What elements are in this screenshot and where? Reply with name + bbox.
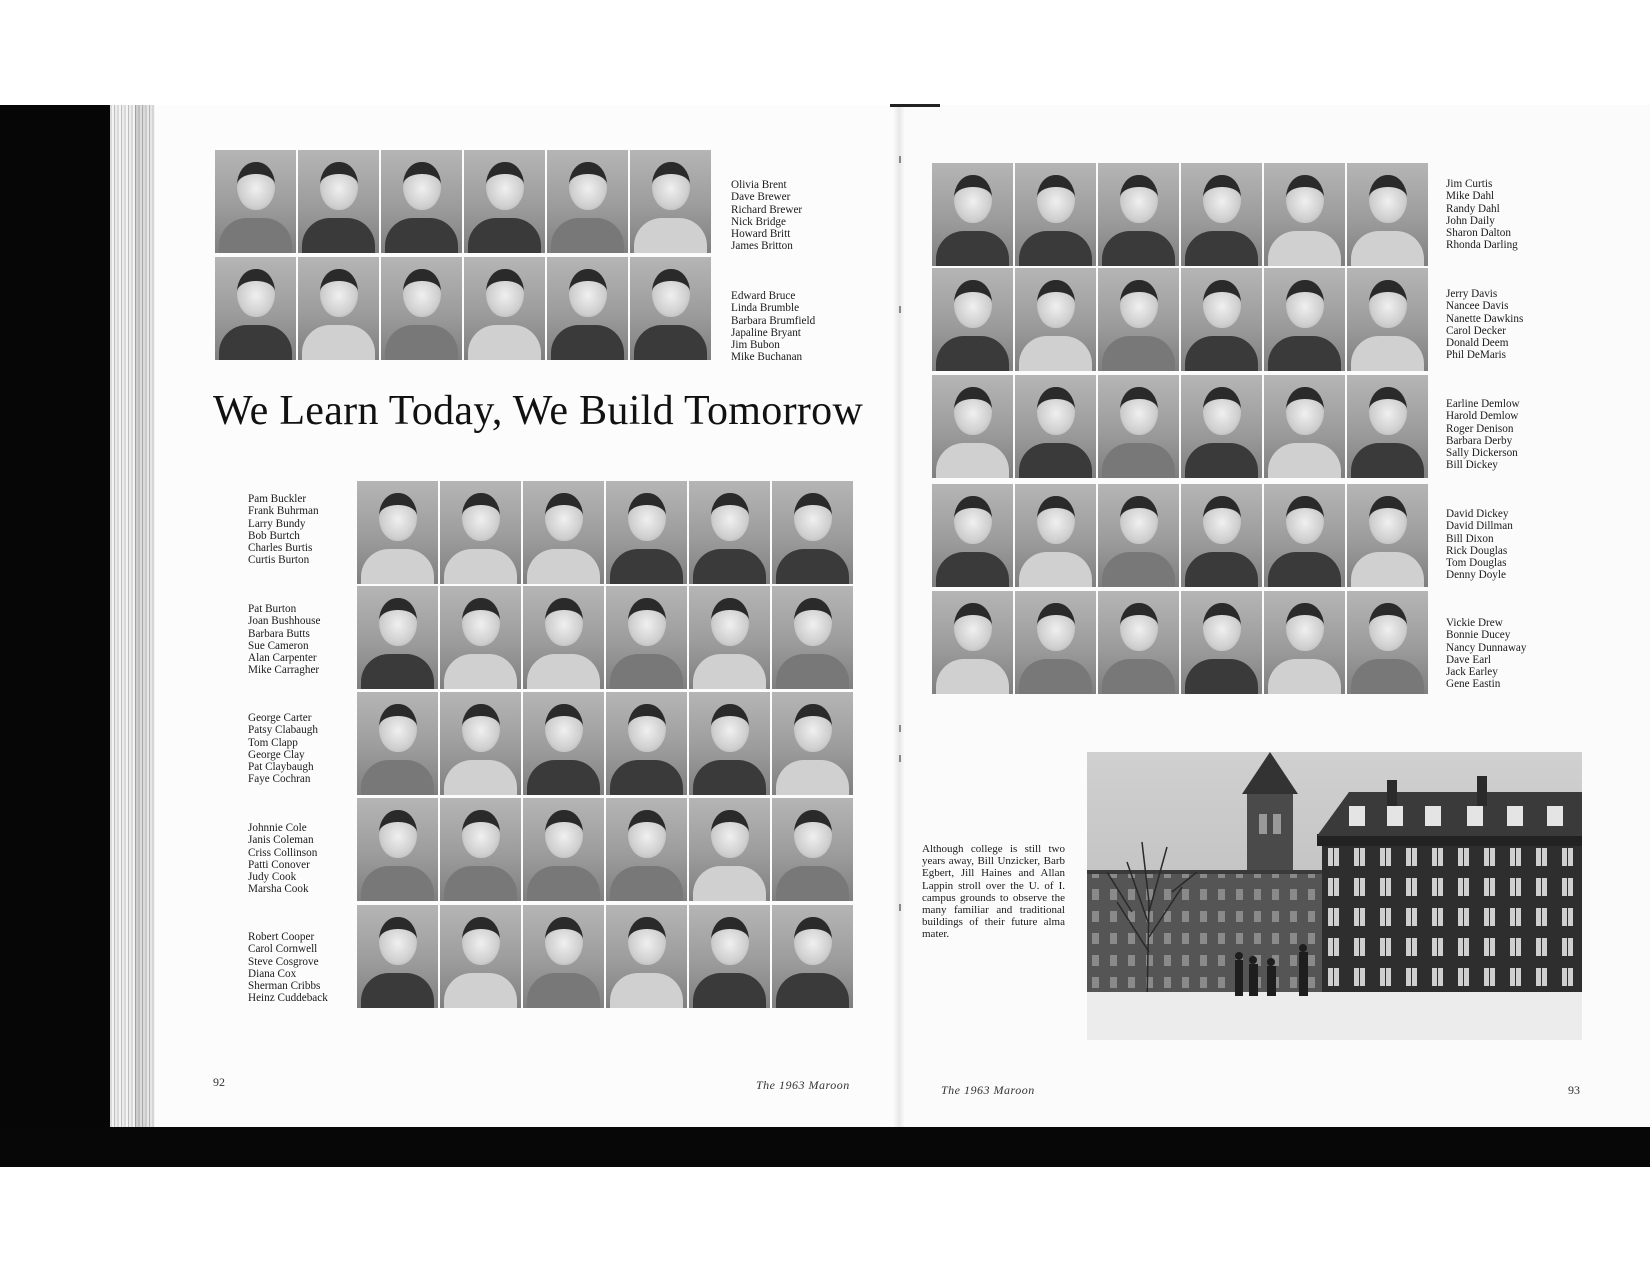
- portrait-photo: [1098, 591, 1179, 694]
- portrait-photo: [1181, 268, 1262, 371]
- name-list: [731, 179, 802, 253]
- portrait-photo: [1181, 484, 1262, 587]
- student-name: Harold Demlow: [1446, 410, 1519, 423]
- student-name: Phil DeMaris: [1446, 349, 1506, 362]
- photo-row: [932, 163, 1428, 266]
- scan-mark: [899, 725, 901, 732]
- portrait-photo: [440, 798, 521, 901]
- student-name: Curtis Burton: [248, 554, 310, 567]
- student-name: Pat Burton: [248, 603, 297, 615]
- photo-row: [357, 481, 853, 584]
- student-name: Criss Collinson: [248, 846, 318, 859]
- student-name: David Dickey: [1446, 508, 1509, 520]
- name-list: [248, 712, 318, 786]
- portrait-photo: [357, 692, 438, 795]
- student-name: Rick Douglas: [1446, 544, 1508, 557]
- page-gutter: [893, 105, 905, 1127]
- name-list: [1446, 178, 1518, 252]
- portrait-photo: [689, 905, 770, 1008]
- portrait-photo: [606, 481, 687, 584]
- student-name: Joan Bushhouse: [248, 615, 321, 628]
- student-name: Sharon Dalton: [1446, 227, 1511, 240]
- student-name: Tom Clapp: [248, 736, 298, 749]
- portrait-photo: [1098, 268, 1179, 371]
- portrait-photo: [606, 905, 687, 1008]
- student-name: Nick Bridge: [731, 215, 786, 228]
- student-name: Donald Deem: [1446, 337, 1509, 350]
- student-name: Alan Carpenter: [248, 652, 317, 665]
- student-name: Denny Doyle: [1446, 569, 1506, 582]
- portrait-photo: [1264, 591, 1345, 694]
- portrait-photo: [523, 905, 604, 1008]
- student-name: Linda Brumble: [731, 302, 800, 315]
- student-name: Nancee Davis: [1446, 300, 1509, 313]
- portrait-photo: [1015, 163, 1096, 266]
- portrait-photo: [298, 150, 379, 253]
- scan-edge: [0, 105, 110, 1167]
- page-headline: We Learn Today, We Build Tomorrow: [213, 388, 864, 434]
- student-name: Jim Curtis: [1446, 178, 1493, 190]
- portrait-photo: [1098, 163, 1179, 266]
- portrait-photo: [1181, 375, 1262, 478]
- portrait-photo: [440, 586, 521, 689]
- portrait-photo: [381, 257, 462, 360]
- student-name: Patti Conover: [248, 858, 310, 871]
- portrait-photo: [523, 586, 604, 689]
- student-name: Patsy Clabaugh: [248, 724, 318, 737]
- student-name: Nancy Dunnaway: [1446, 641, 1527, 654]
- name-list: [1446, 288, 1523, 362]
- running-title: The 1963 Maroon: [756, 1078, 850, 1092]
- name-list: [248, 822, 317, 896]
- student-name: Gene Eastin: [1446, 678, 1501, 691]
- portrait-photo: [932, 484, 1013, 587]
- portrait-photo: [772, 798, 853, 901]
- photo-row: [932, 375, 1428, 478]
- portrait-photo: [357, 481, 438, 584]
- scan-mark: [899, 904, 901, 911]
- portrait-photo: [1347, 163, 1428, 266]
- student-name: Bonnie Ducey: [1446, 629, 1511, 642]
- portrait-photo: [523, 798, 604, 901]
- portrait-photo: [215, 150, 296, 253]
- student-name: Mike Dahl: [1446, 190, 1495, 203]
- name-list: [248, 493, 319, 567]
- portrait-photo: [215, 257, 296, 360]
- student-name: Mike Carragher: [248, 664, 320, 677]
- photo-row: [932, 268, 1428, 371]
- portrait-photo: [1264, 268, 1345, 371]
- student-name: David Dillman: [1446, 520, 1513, 533]
- student-name: Marsha Cook: [248, 883, 309, 896]
- portrait-photo: [381, 150, 462, 253]
- student-name: Charles Burtis: [248, 542, 313, 555]
- student-name: Bill Dixon: [1446, 532, 1494, 545]
- student-name: Sherman Cribbs: [248, 980, 321, 993]
- photo-row: [932, 484, 1428, 587]
- student-name: Rhonda Darling: [1446, 239, 1518, 252]
- portrait-photo: [689, 798, 770, 901]
- page-number: 93: [1568, 1083, 1580, 1097]
- student-name: Jerry Davis: [1446, 288, 1498, 300]
- portrait-photo: [606, 798, 687, 901]
- student-name: Carol Cornwell: [248, 943, 318, 956]
- portrait-photo: [547, 257, 628, 360]
- portrait-photo: [547, 150, 628, 253]
- portrait-photo: [630, 257, 711, 360]
- portrait-photo: [440, 481, 521, 584]
- binding-shadow: [135, 105, 155, 1127]
- student-name: Richard Brewer: [731, 203, 803, 216]
- brick-hall: [1322, 842, 1582, 1002]
- portrait-photo: [1015, 484, 1096, 587]
- portrait-photo: [772, 692, 853, 795]
- student-name: Barbara Brumfield: [731, 314, 816, 327]
- student-name: Sue Cameron: [248, 639, 309, 652]
- student-name: James Britton: [731, 240, 793, 253]
- portrait-photo: [932, 375, 1013, 478]
- student-name: Pam Buckler: [248, 493, 307, 505]
- portrait-photo: [932, 268, 1013, 371]
- portrait-photo: [1347, 268, 1428, 371]
- distant-building: [1087, 872, 1327, 992]
- student-name: Heinz Cuddeback: [248, 992, 328, 1005]
- top-rule: [890, 104, 940, 107]
- student-name: Jim Bubon: [731, 339, 780, 352]
- portrait-photo: [932, 591, 1013, 694]
- page-number: 92: [213, 1075, 225, 1089]
- portrait-photo: [357, 798, 438, 901]
- student-name: Vickie Drew: [1446, 617, 1503, 629]
- portrait-photo: [1347, 375, 1428, 478]
- photo-row: [357, 692, 853, 795]
- portrait-photo: [1264, 375, 1345, 478]
- student-name: Nanette Dawkins: [1446, 312, 1524, 325]
- student-name: John Daily: [1446, 214, 1495, 227]
- name-list: [1446, 508, 1513, 582]
- portrait-photo: [1015, 591, 1096, 694]
- portrait-photo: [772, 905, 853, 1008]
- name-list: [248, 603, 320, 677]
- student-name: George Carter: [248, 712, 312, 724]
- photo-row: [357, 586, 853, 689]
- student-name: Roger Denison: [1446, 422, 1514, 435]
- student-name: Steve Cosgrove: [248, 955, 319, 968]
- portrait-photo: [1098, 484, 1179, 587]
- student-name: Howard Britt: [731, 228, 791, 241]
- portrait-photo: [523, 692, 604, 795]
- portrait-photo: [772, 481, 853, 584]
- student-name: Barbara Derby: [1446, 434, 1513, 447]
- name-list: [1446, 398, 1520, 472]
- student-name: Sally Dickerson: [1446, 447, 1518, 460]
- portrait-photo: [1098, 375, 1179, 478]
- photo-row: [215, 150, 711, 253]
- portrait-photo: [1181, 163, 1262, 266]
- portrait-photo: [1181, 591, 1262, 694]
- student-name: Robert Cooper: [248, 931, 315, 943]
- portrait-photo: [1264, 163, 1345, 266]
- photo-row: [932, 591, 1428, 694]
- student-name: Randy Dahl: [1446, 202, 1500, 215]
- student-name: Dave Earl: [1446, 653, 1492, 666]
- student-name: Judy Cook: [248, 871, 297, 884]
- student-name: Dave Brewer: [731, 191, 791, 204]
- portrait-photo: [523, 481, 604, 584]
- portrait-photo: [464, 257, 545, 360]
- snow-ground: [1087, 992, 1582, 1040]
- portrait-photo: [606, 586, 687, 689]
- name-list: [731, 290, 815, 364]
- scan-mark: [899, 306, 901, 313]
- student-name: Pat Claybaugh: [248, 761, 314, 774]
- portrait-photo: [298, 257, 379, 360]
- portrait-photo: [357, 586, 438, 689]
- portrait-photo: [932, 163, 1013, 266]
- name-list: [248, 931, 328, 1005]
- scan-mark: [899, 156, 901, 163]
- student-name: George Clay: [248, 748, 305, 761]
- student-name: Barbara Butts: [248, 627, 310, 640]
- portrait-photo: [1015, 268, 1096, 371]
- portrait-photo: [440, 905, 521, 1008]
- portrait-photo: [440, 692, 521, 795]
- student-name: Tom Douglas: [1446, 557, 1507, 570]
- portrait-photo: [772, 586, 853, 689]
- portrait-photo: [1347, 484, 1428, 587]
- name-list: [1446, 617, 1526, 691]
- student-name: Olivia Brent: [731, 179, 787, 191]
- student-name: Bob Burtch: [248, 529, 300, 542]
- student-name: Jack Earley: [1446, 666, 1498, 679]
- student-name: Frank Buhrman: [248, 505, 319, 518]
- student-name: Johnnie Cole: [248, 822, 307, 834]
- portrait-photo: [606, 692, 687, 795]
- portrait-photo: [1264, 484, 1345, 587]
- photo-row: [357, 798, 853, 901]
- photo-row: [215, 257, 711, 360]
- student-name: Earline Demlow: [1446, 398, 1520, 410]
- student-name: Mike Buchanan: [731, 351, 803, 364]
- running-title: The 1963 Maroon: [941, 1083, 1035, 1097]
- portrait-photo: [464, 150, 545, 253]
- photo-row: [357, 905, 853, 1008]
- student-name: Diana Cox: [248, 967, 297, 980]
- scan-bottom-edge: [0, 1127, 1650, 1167]
- photo-caption: Although college is still two years away, Bill Unzicker, Barb Egbert, Jill Haines and Allan Lappin stroll over the U. of I. campus grounds to observe the many familiar and traditional buildings of their future alma mater.: [922, 843, 1065, 941]
- scan-mark: [899, 755, 901, 762]
- student-name: Faye Cochran: [248, 773, 311, 786]
- portrait-photo: [1015, 375, 1096, 478]
- portrait-photo: [689, 586, 770, 689]
- portrait-photo: [357, 905, 438, 1008]
- student-name: Carol Decker: [1446, 324, 1506, 337]
- campus-photo: [1087, 752, 1582, 1040]
- student-name: Japaline Bryant: [731, 326, 801, 339]
- portrait-photo: [1347, 591, 1428, 694]
- student-name: Edward Bruce: [731, 290, 796, 302]
- portrait-photo: [689, 481, 770, 584]
- portrait-photo: [630, 150, 711, 253]
- student-name: Larry Bundy: [248, 517, 306, 530]
- student-name: Bill Dickey: [1446, 459, 1498, 472]
- portrait-photo: [689, 692, 770, 795]
- student-name: Janis Coleman: [248, 834, 314, 847]
